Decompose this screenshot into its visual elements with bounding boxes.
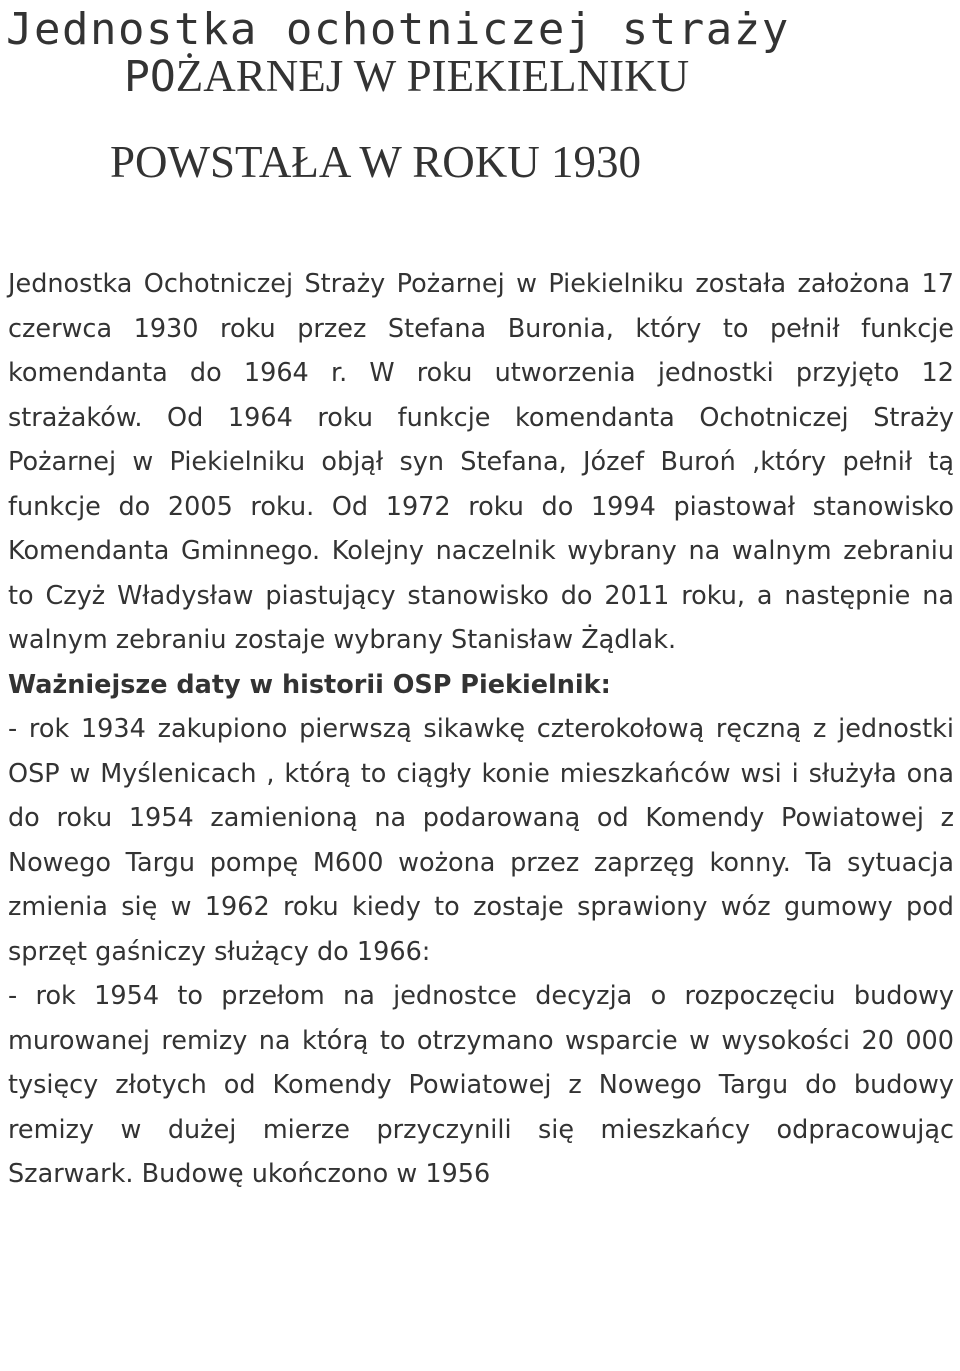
title-line-3: POWSTAŁA W ROKU 1930 bbox=[110, 137, 642, 187]
title-line-2-rest: ŻARNEJ W PIEKIELNIKU bbox=[175, 51, 690, 101]
document-body bbox=[8, 262, 954, 1197]
history-paragraph: Jednostka Ochotniczej Straży Pożarnej w Piekielniku została założona 17 czerwca 1930 roku przez Stefana Buronia, który to pełnił funkcje komendanta do 1964 r. W roku utworzenia jednostki przyjęto 12 strażaków. Od 1964 roku funkcje komendanta Ochotniczej Straży Pożarnej w Piekielniku objął syn Stefana, Józef Buroń ,który pełnił tą funkcje do 2005 roku. Od 1972 roku do 1994 piastował stanowisko Komendanta Gminnego. Kolejny naczelnik wybrany na walnym zebraniu to Czyż Władysław piastujący stanowisko do 2011 roku, a następnie na walnym zebraniu zostaje wybrany Stanisław Żądlak. bbox=[8, 269, 954, 655]
history-item-1934: - rok 1934 zakupiono pierwszą sikawkę czterokołową ręczną z jednostki OSP w Myślenicach , którą to ciągły konie mieszkańców wsi i służyła ona do roku 1954 zamienioną na podarowaną od Komendy Powiatowej z Nowego Targu pompę M600 wożona przez zaprzęg konny. Ta sytuacja zmienia się w 1962 roku kiedy to zostaje sprawiony wóz gumowy pod sprzęt gaśniczy służący do 1966: bbox=[8, 714, 954, 967]
section-heading: Ważniejsze daty w historii OSP Piekielnik: bbox=[8, 669, 611, 700]
title-line-2-prefix: PO bbox=[124, 52, 176, 102]
title-line-2 bbox=[124, 50, 689, 102]
history-item-1954: - rok 1954 to przełom na jednostce decyzja o rozpoczęciu budowy murowanej remizy na którą to otrzymano wsparcie w wysokości 20 000 tysięcy złotych od Komendy Powiatowej z Nowego Targu do budowy remizy w dużej mierze przyczynili się mieszkańcy odpracowując Szarwark. Budowę ukończono w 1956 bbox=[8, 981, 954, 1189]
title-line-1: Jednostka ochotniczej straży bbox=[6, 4, 790, 55]
